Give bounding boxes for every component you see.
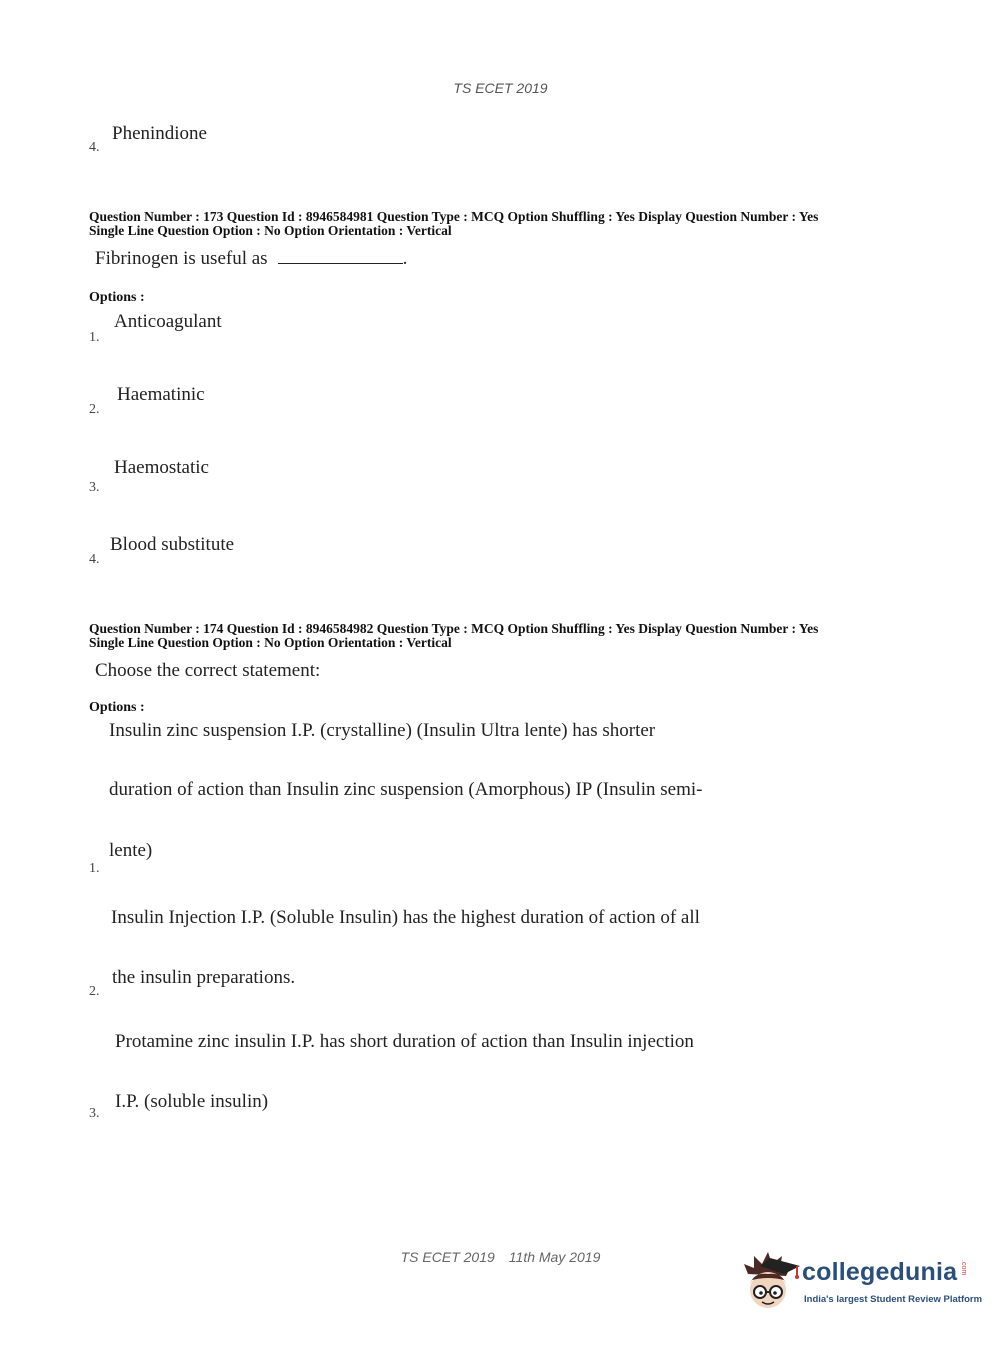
- q173-question-text: Fibrinogen is useful as: [95, 248, 268, 269]
- q173-option-1-number: 1.: [89, 330, 100, 345]
- q173-option-2-text: Haematinic: [117, 384, 205, 405]
- q173-option-1-text: Anticoagulant: [114, 311, 222, 332]
- q174-question-text: Choose the correct statement:: [95, 660, 321, 681]
- prev-option-4-text: Phenindione: [112, 123, 207, 144]
- q173-meta-line2: Single Line Question Option : No Option Orientation : Vertical: [89, 223, 452, 238]
- q173-option-3-text: Haemostatic: [114, 457, 209, 478]
- q173-option-4-number: 4.: [89, 552, 100, 567]
- q174-meta-line1: Question Number : 174 Question Id : 8946584982 Question Type : MCQ Option Shuffling : Yes Display Question Number : Yes: [89, 621, 819, 636]
- q174-option-3-line1: Protamine zinc insulin I.P. has short duration of action than Insulin injection: [115, 1031, 694, 1052]
- q174-option-2-line2: the insulin preparations.: [112, 967, 296, 988]
- collegedunia-logo: [740, 1250, 983, 1315]
- footer-exam: TS ECET 2019: [400, 1249, 495, 1265]
- q173-option-2-number: 2.: [89, 402, 100, 417]
- logo-tagline: India's largest Student Review Platform: [804, 1294, 983, 1305]
- q174-option-1-line1: Insulin zinc suspension I.P. (crystalline) (Insulin Ultra lente) has shorter: [109, 720, 656, 741]
- q173-option-3-number: 3.: [89, 480, 100, 495]
- q174-option-1-line3: lente): [109, 840, 153, 861]
- q174-option-2-line1: Insulin Injection I.P. (Soluble Insulin) has the highest duration of action of all: [111, 907, 700, 928]
- page-header: TS ECET 2019: [453, 80, 548, 96]
- prev-option-4-number: 4.: [89, 140, 100, 155]
- q174-option-2-number: 2.: [89, 984, 100, 999]
- q173-blank: [278, 251, 403, 264]
- q174-option-1-line2: duration of action than Insulin zinc suspension (Amorphous) IP (Insulin semi-: [109, 779, 703, 800]
- q174-option-3-line2: I.P. (soluble insulin): [115, 1091, 269, 1112]
- q173-question-end: .: [402, 248, 408, 269]
- q173-meta-line1: Question Number : 173 Question Id : 8946584981 Question Type : MCQ Option Shuffling : Yes Display Question Number : Yes: [89, 209, 819, 224]
- mascot-icon: [740, 1250, 802, 1315]
- q173-question: [95, 248, 407, 270]
- footer-date: 11th May 2019: [508, 1249, 601, 1265]
- q173-option-4-text: Blood substitute: [110, 534, 235, 555]
- q174-options-label: Options :: [89, 700, 145, 715]
- q174-option-1-number: 1.: [89, 861, 100, 876]
- logo-suffix: .com: [960, 1260, 967, 1276]
- q174-meta-line2: Single Line Question Option : No Option Orientation : Vertical: [89, 635, 452, 650]
- logo-name: collegedunia: [802, 1258, 958, 1286]
- q174-option-3-number: 3.: [89, 1106, 100, 1121]
- q173-options-label: Options :: [89, 290, 145, 305]
